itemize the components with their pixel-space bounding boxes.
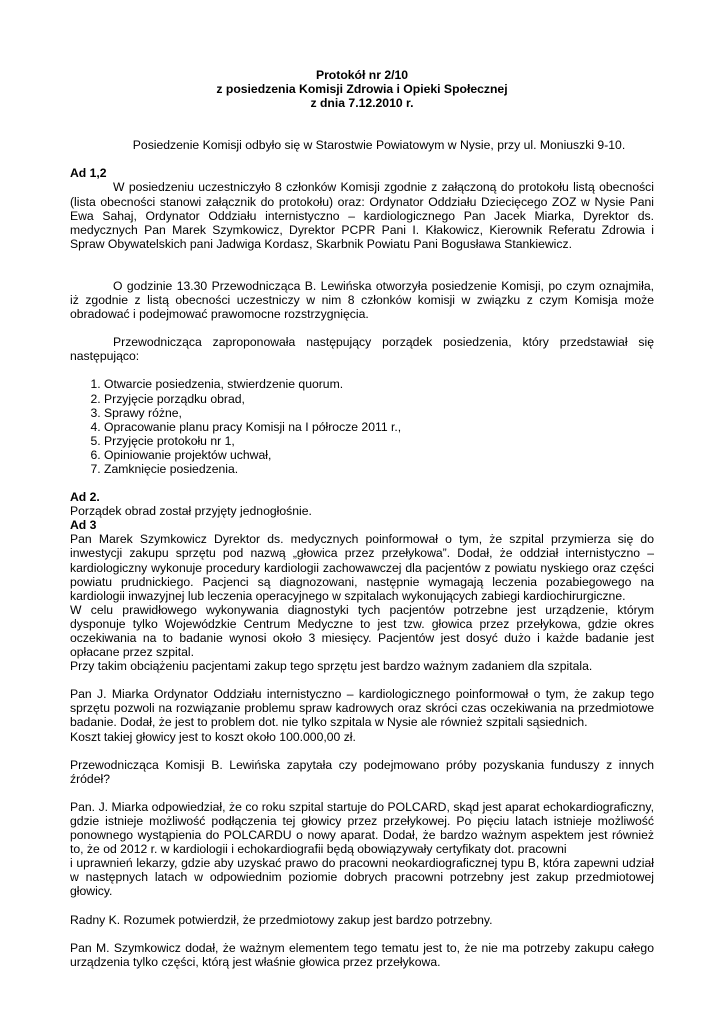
title-line-3: z dnia 7.12.2010 r. (310, 96, 414, 111)
agenda-item: 4. Opracowanie planu pracy Komisji na I półrocze 2011 r., (104, 420, 654, 434)
agenda-item: 5. Przyjęcie protokołu nr 1, (104, 434, 654, 448)
agenda-item: 2. Przyjęcie porządku obrad, (104, 392, 654, 406)
cost-paragraph: Koszt takiej głowicy jest to koszt około 100.000,00 zł. (70, 729, 356, 744)
agenda-item: 1. Otwarcie posiedzenia, stwierdzenie quorum. (104, 377, 654, 391)
agenda-intro-paragraph: Przewodnicząca zaproponowała następujący porządek posiedzenia, który przedstawiał się następująco: (70, 335, 654, 364)
diagnostics-paragraph: W celu prawidłowego wykonywania diagnostyki tych pacjentów potrzebne jest urządzenie, którym dysponuje tylko Wojewódzkie Centrum Medyczne to jest tzw. głowica przez przełykowa, gdzie okres oczekiwania na to badanie wynosi około 3 miesięcy. Pacjentów jest dosyć dużo i każde badanie jest opłacane przez szpital. (70, 602, 654, 660)
load-paragraph: Przy takim obciążeniu pacjentami zakup tego sprzętu jest bardzo ważnym zadaniem dla szpitala. (70, 659, 593, 674)
agenda-item: 6. Opiniowanie projektów uchwał, (104, 448, 654, 462)
title-line-1: Protokół nr 2/10 (315, 68, 409, 82)
section-heading-ad12: Ad 1,2 (70, 166, 107, 181)
intro-paragraph: Posiedzenie Komisji odbyło się w Starostwie Powiatowym w Nysie, przy ul. Moniuszki 9-10. (132, 138, 626, 153)
agenda-list (70, 377, 654, 476)
document-title (70, 68, 654, 110)
section-heading-ad2: Ad 2. (70, 490, 100, 505)
agenda-item: 7. Zamknięcie posiedzenia. (104, 462, 654, 476)
miarka-paragraph: Pan J. Miarka Ordynator Oddziału internistyczno – kardiologicznego poinformował o tym, że zakup tego sprzętu pozwoli na rozwiązanie problemu spraw kadrowych oraz skróci czas oczekiwania na przedmiotowe badanie. Dodał, że jest to problem dot. nie tylko szpitala w Nysie ale również szpitali sąsiednich. (70, 687, 654, 730)
certification-paragraph: i uprawnień lekarzy, gdzie aby uzyskać prawo do pracowni neokardiograficznej typu B, która zapewni udział w następnych latach w odpowiednim poziomie dobrych pracowni potrzebny jest zakup przedmiotowej głowicy. (70, 856, 654, 899)
szymkowicz-paragraph: Pan Marek Szymkowicz Dyrektor ds. medycznych poinformował o tym, że szpital przymierza się do inwestycji zakupu sprzętu pod nazwą „głowica przez przełykowa”. Dodał, że oddział internistyczno – kardiologiczny wykonuje procedury kardiologii zachowawczej dla pacjentów z powiatu nyskiego oraz części powiatu prudnickiego. Pacjenci są diagnozowani, następnie wymagają leczenia pozabiegowego na kardiologii inwazyjnej lub leczenia operacyjnego w szpitalach wykonujących zabiegi kardiochirurgiczne. (70, 532, 654, 603)
section-heading-ad3: Ad 3 (70, 518, 97, 533)
closing-paragraph: Pan M. Szymkowicz dodał, że ważnym elementem tego tematu jest to, że nie ma potrzeby zakupu całego urządzenia tylko części, którą jest właśnie głowica przez przełykowa. (70, 940, 654, 969)
ad2-paragraph: Porządek obrad został przyjęty jednogłośnie. (70, 504, 312, 519)
rozumek-paragraph: Radny K. Rozumek potwierdził, że przedmiotowy zakup jest bardzo potrzebny. (70, 912, 493, 927)
agenda-item: 3. Sprawy różne, (104, 406, 654, 420)
attendance-paragraph: W posiedzeniu uczestniczyło 8 członków Komisji zgodnie z załączoną do protokołu listą obecności (lista obecności stanowi załącznik do protokołu) oraz: Ordynator Oddziału Dziecięcego ZOZ w Nysie Pani Ewa Sahaj, Ordynator Oddziału internistyczno – kardiologicznego Pan Jacek Miarka, Dyrektor ds. medycznych Pan Marek Szymkowicz, Dyrektor PCPR Pani I. Kłakowicz, Kierownik Referatu Zdrowia i Spraw Obywatelskich pani Jadwiga Kordasz, Skarbnik Powiatu Pani Bogusława Stankiewicz. (70, 180, 654, 251)
opening-paragraph: O godzinie 13.30 Przewodnicząca B. Lewińska otworzyła posiedzenie Komisji, po czym oznajmiła, iż zgodnie z listą obecności uczestniczy w nim 8 członków komisji w związku z czym Komisja może obradować i podejmować prawomocne rozstrzygnięcia. (70, 278, 654, 322)
polcard-paragraph: Pan. J. Miarka odpowiedział, że co roku szpital startuje do POLCARD, skąd jest aparat echokardiograficzny, gdzie istnieje możliwość podłączenia tej głowicy przez przełykowej. Po pięciu latach istnieje możliwość ponownego wystąpienia do POLCARDU o nowy aparat. Dodał, że bardzo ważnym aspektem jest również to, że od 2012 r. w kardiologii i echokardiografii będą obowiązywały certyfikaty dot. pracowni (70, 799, 654, 857)
question-paragraph: Przewodnicząca Komisji B. Lewińska zapytała czy podejmowano próby pozyskania funduszy z innych źródeł? (70, 757, 654, 786)
title-line-2: z posiedzenia Komisji Zdrowia i Opieki Społecznej (216, 82, 508, 97)
